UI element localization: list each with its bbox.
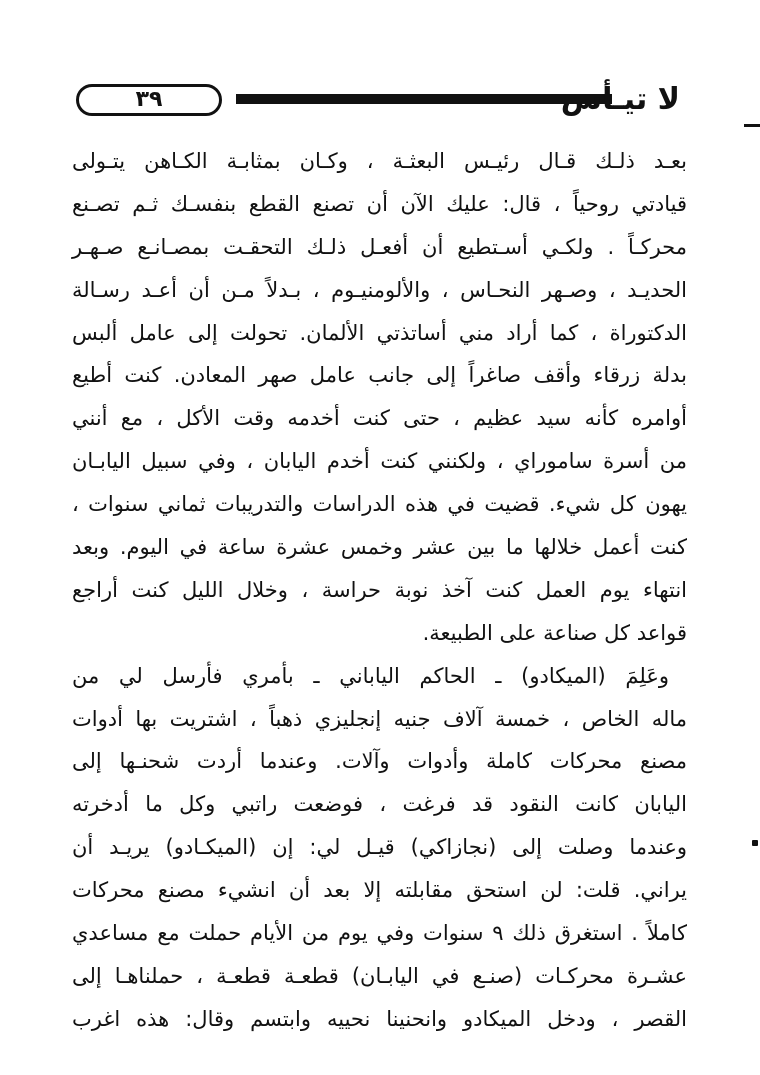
text-line: انتهاء يوم العمل كنت آخذ نوبة حراسة ، وخلال الليل كنت أراجع (72, 577, 687, 602)
running-title: لا تيـأس (560, 82, 680, 117)
text-line: اليابان كانت النقود قد فرغت ، فوضعت راتبي وكل ما أدخرته (72, 792, 687, 817)
text-line: بعـد ذلـك قـال رئيـس البعثـة ، وكـان بمثابـة الكـاهن يتـولى (72, 149, 687, 173)
text-line: كاملاً . استغرق ذلك ٩ سنوات وفي يوم من الأيام حملت مع مساعدي (72, 921, 688, 946)
text-line: قيادتي روحياً ، قال: عليك الآن أن تصنع القطع بنفسـك ثـم تصـنع (72, 191, 687, 216)
page-header (70, 80, 680, 124)
text-line: يهون كل شيء. قضيت في هذه الدراسات والتدريبات ثماني سنوات ، (72, 492, 687, 517)
paragraph-start-line: وعَلِمَ (الميكادو) ـ الحاكم الياباني ـ بأمري فأرسل لي من (72, 663, 669, 688)
text-line: الدكتوراة ، كما أراد مني أساتذتي الألمان. تحولت إلى عامل ألبس (72, 320, 687, 345)
text-line: بدلة زرقاء وأقف صاغراً إلى جانب عامل صهر المعادن. كنت أطيع (72, 363, 687, 388)
text-line: وعندما وصلت إلى (نجازاكي) قيـل لي: إن (الميكـادو) يريـد أن (72, 835, 687, 860)
header-rule (236, 94, 612, 104)
page-number: ٣٩ (76, 84, 222, 116)
text-line: من أسرة ساموراي ، ولكنني كنت أخدم اليابان ، وفي سبيل اليابـان (72, 449, 687, 474)
text-line: عشـرة محركـات (صنـع في اليابـان) قطعـة قطعـة ، حملناهـا إلى (72, 963, 687, 988)
text-line: القصر ، ودخل الميكادو وانحنينا نحييه وابتسم وقال: هذه اغرب (72, 1006, 687, 1031)
text-line: مصنع محركات كاملة وأدوات وآلات. وعندما أردت شحنـها إلى (72, 749, 687, 774)
text-line: كنت أعمل خلالها ما بين عشر وخمس عشرة ساعة في اليوم. وبعد (72, 535, 687, 560)
text-line: محركـاً . ولكـي أسـتطيع أن أفعـل ذلـك التحقـت بمصـانـع صـهـر (72, 234, 687, 259)
body-text (72, 140, 687, 1041)
text-line: ماله الخاص ، خمسة آلاف جنيه إنجليزي ذهباً ، اشتريت بها أدوات (72, 706, 687, 731)
text-line: الحديـد ، وصـهر النحـاس ، والألومنيـوم ، بـدلاً مـن أن أعـد رسـالة (72, 277, 687, 302)
text-line: أوامره كأنه سيد عظيم ، حتى كنت أخدمه وقت الأكل ، مع أنني (72, 406, 687, 431)
text-line: يراني. قلت: لن استحق مقابلته إلا بعد أن انشيء مصنع محركات (72, 878, 687, 903)
margin-mark (744, 124, 760, 127)
margin-dot (752, 840, 758, 846)
paragraph-end-line: قواعد كل صناعة على الطبيعة. (422, 620, 687, 645)
